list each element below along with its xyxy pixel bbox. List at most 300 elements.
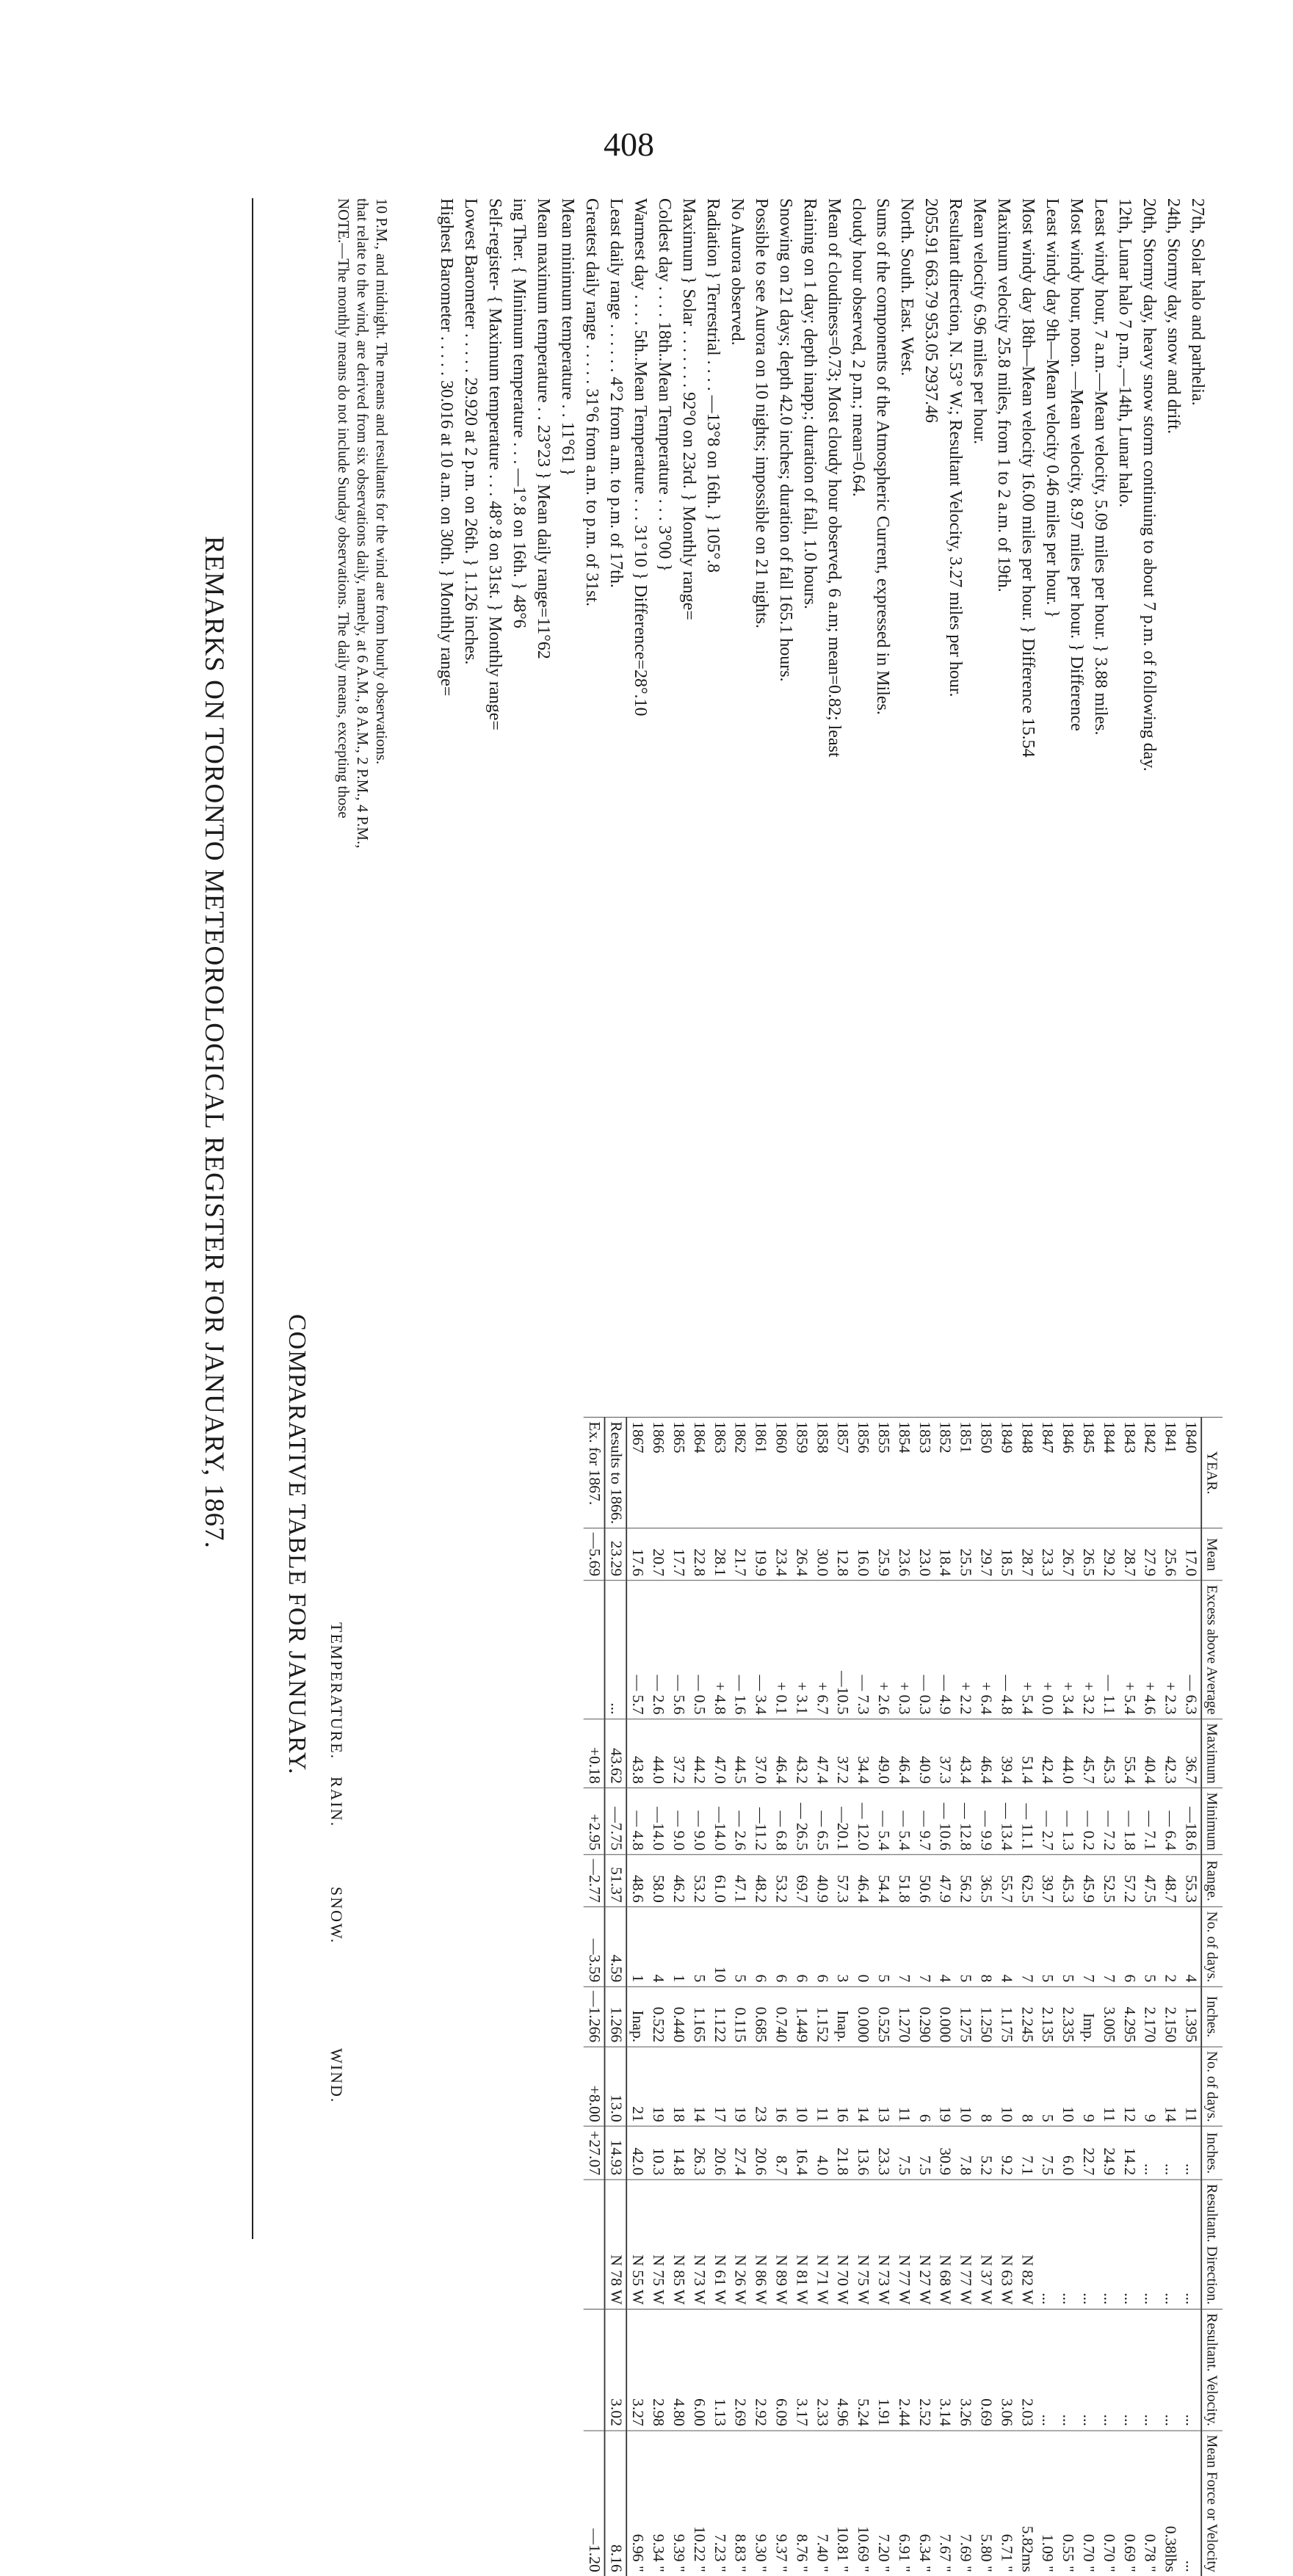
table-cell: N 71 W xyxy=(811,2180,832,2309)
table-cell: 11 xyxy=(811,2047,832,2126)
table-cell: —20.1 xyxy=(832,1788,852,1855)
table-cell: 1848 xyxy=(1016,1417,1037,1528)
table-cell: Results to 1866. xyxy=(605,1417,627,1528)
table-cell: 6.09 xyxy=(770,2309,791,2431)
table-cell: N 26 W xyxy=(730,2180,750,2309)
group-header: RAIN. xyxy=(327,1777,346,1828)
table-cell: 7.69 " xyxy=(955,2431,976,2576)
table-cell: 0.69 xyxy=(975,2309,996,2431)
table-cell: 5 xyxy=(1057,1907,1078,1987)
table-cell: 20.6 xyxy=(709,2127,730,2180)
table-cell: 21.7 xyxy=(730,1528,750,1581)
remark-line: Sums of the components of the Atmospheric Current, expressed in Miles. xyxy=(873,198,892,715)
table-cell: 13 xyxy=(873,2047,894,2126)
table-cell: — 9.7 xyxy=(914,1788,935,1855)
table-cell: —14.0 xyxy=(648,1788,668,1855)
table-cell: 10.81 " xyxy=(832,2431,852,2576)
table-cell: 69.7 xyxy=(791,1855,811,1907)
table-cell xyxy=(584,1581,605,1719)
table-cell: 0 xyxy=(852,1907,873,1987)
table-cell: 6 xyxy=(914,2047,935,2126)
table-cell: + 2.6 xyxy=(873,1581,894,1719)
table-cell: 1865 xyxy=(668,1417,689,1528)
table-cell: 49.0 xyxy=(873,1719,894,1788)
table-cell: — 2.6 xyxy=(648,1581,668,1719)
group-header: SNOW. xyxy=(327,1887,346,1945)
table-cell: 42.3 xyxy=(1160,1719,1181,1788)
table-cell: 8 xyxy=(975,1907,996,1987)
table-cell: 50.6 xyxy=(914,1855,935,1907)
table-cell: 46.4 xyxy=(770,1719,791,1788)
table-cell: 1.13 xyxy=(709,2309,730,2431)
table-cell: 1864 xyxy=(689,1417,709,1528)
table-cell: ... xyxy=(1119,2309,1140,2431)
table-cell: 9.30 " xyxy=(750,2431,771,2576)
table-cell: 0.70 " xyxy=(1098,2431,1119,2576)
table-cell: 19 xyxy=(935,2047,955,2126)
table-cell: 9.34 " xyxy=(648,2431,668,2576)
table-cell: 43.2 xyxy=(791,1719,811,1788)
table-cell: 4.59 xyxy=(605,1907,627,1987)
table-row xyxy=(935,1417,955,2576)
table-cell: 25.9 xyxy=(873,1528,894,1581)
table-cell: 10 xyxy=(955,2047,976,2126)
remark-line: Self-register- { Maximum temperature . . . 48°.8 on 31st. } Monthly range= xyxy=(485,198,504,730)
table-cell: 0.290 xyxy=(914,1987,935,2047)
table-cell: 18.5 xyxy=(996,1528,1016,1581)
table-cell xyxy=(584,2309,605,2431)
table-cell: 26.5 xyxy=(1078,1528,1098,1581)
column-header: Mean Force or Velocity xyxy=(1201,2431,1223,2576)
table-cell: 37.2 xyxy=(668,1719,689,1788)
table-cell: 0.525 xyxy=(873,1987,894,2047)
table-cell: 4.0 xyxy=(811,2127,832,2180)
table-cell: 5 xyxy=(1140,1907,1160,1987)
table-row xyxy=(1140,1417,1160,2576)
table-cell: 34.4 xyxy=(852,1719,873,1788)
table-cell: 3.17 xyxy=(791,2309,811,2431)
remark-line: Least daily range . . . . . . 4°2 from a.m. to p.m. of 17th. xyxy=(606,198,626,588)
table-cell: —18.6 xyxy=(1180,1788,1201,1855)
table-cell: — 4.9 xyxy=(935,1581,955,1719)
table-cell: 7 xyxy=(1098,1907,1119,1987)
column-header: No. of days. xyxy=(1201,2047,1223,2126)
table-cell: 1.122 xyxy=(709,1987,730,2047)
table-cell: 16.0 xyxy=(852,1528,873,1581)
table-cell: 51.37 xyxy=(605,1855,627,1907)
table-cell: 29.7 xyxy=(975,1528,996,1581)
table-cell: 10.22 " xyxy=(689,2431,709,2576)
table-cell: 6 xyxy=(791,1907,811,1987)
table-cell: ... xyxy=(1160,2180,1181,2309)
table-cell: 1845 xyxy=(1078,1417,1098,1528)
table-cell: 0.115 xyxy=(730,1987,750,2047)
table-cell: 7.67 " xyxy=(935,2431,955,2576)
column-header: Resultant. Direction. xyxy=(1201,2180,1223,2309)
table-cell: 2.44 xyxy=(894,2309,914,2431)
table-cell: 14 xyxy=(1160,2047,1181,2126)
table-cell: 17.0 xyxy=(1180,1528,1201,1581)
table-cell: 27.9 xyxy=(1140,1528,1160,1581)
table-cell: + 6.4 xyxy=(975,1581,996,1719)
table-cell: 27.4 xyxy=(730,2127,750,2180)
table-cell: 55.4 xyxy=(1119,1719,1140,1788)
table-cell: 48.6 xyxy=(626,1855,648,1907)
table-cell: 4.80 xyxy=(668,2309,689,2431)
table-row xyxy=(873,1417,894,2576)
remark-line: 27th, Solar halo and parhelia. xyxy=(1188,198,1207,406)
column-header: Resultant. Velocity. xyxy=(1201,2309,1223,2431)
table-cell: 8.76 " xyxy=(791,2431,811,2576)
table-cell: Imp. xyxy=(1078,1987,1098,2047)
table-cell: — 0.2 xyxy=(1078,1788,1098,1855)
table-cell: 14.2 xyxy=(1119,2127,1140,2180)
table-cell: 5 xyxy=(1037,1907,1057,1987)
table-cell: 1841 xyxy=(1160,1417,1181,1528)
table-row xyxy=(894,1417,914,2576)
table-cell: + 3.1 xyxy=(791,1581,811,1719)
table-cell xyxy=(584,2180,605,2309)
table-cell: ... xyxy=(1037,2180,1057,2309)
table-cell: 52.5 xyxy=(1098,1855,1119,1907)
table-cell: N 61 W xyxy=(709,2180,730,2309)
remark-line: 2055.91 663.79 953.05 2937.46 xyxy=(921,198,941,423)
table-cell: 10.3 xyxy=(648,2127,668,2180)
results-row xyxy=(605,1417,627,2576)
table-cell: 6 xyxy=(811,1907,832,1987)
table-cell: 7.20 " xyxy=(873,2431,894,2576)
table-cell: — 5.4 xyxy=(894,1788,914,1855)
table-cell: 14.93 xyxy=(605,2127,627,2180)
table-cell: 26.4 xyxy=(791,1528,811,1581)
table-cell: 6.0 xyxy=(1057,2127,1078,2180)
table-cell: 45.7 xyxy=(1078,1719,1098,1788)
table-cell: 54.4 xyxy=(873,1855,894,1907)
table-cell: 44.5 xyxy=(730,1719,750,1788)
table-cell: + 2.2 xyxy=(955,1581,976,1719)
column-header: Minimum xyxy=(1201,1788,1223,1855)
table-cell: 1842 xyxy=(1140,1417,1160,1528)
table-cell: 1846 xyxy=(1057,1417,1078,1528)
remark-line: Most windy hour, noon. —Mean velocity, 8.97 miles per hour. } Difference xyxy=(1067,198,1086,731)
table-cell: ... xyxy=(1119,2180,1140,2309)
table-cell: N 81 W xyxy=(791,2180,811,2309)
table-cell: 44.0 xyxy=(648,1719,668,1788)
table-cell: 1 xyxy=(668,1907,689,1987)
table-row xyxy=(996,1417,1016,2576)
table-cell: 23.0 xyxy=(914,1528,935,1581)
table-row xyxy=(1037,1417,1057,2576)
table-cell: 2.33 xyxy=(811,2309,832,2431)
note-line: that relate to the wind, are derived from six observations daily, namely, at 6 A.M., 8 A.M., 2 P.M., 4 P.M., xyxy=(354,198,372,849)
table-cell: 8.7 xyxy=(770,2127,791,2180)
table-cell: 57.3 xyxy=(832,1855,852,1907)
table-cell: 2.52 xyxy=(914,2309,935,2431)
table-cell: + 0.3 xyxy=(894,1581,914,1719)
remark-line: 12th, Lunar halo 7 p.m.,—14th, Lunar halo. xyxy=(1115,198,1134,508)
table-cell: 11 xyxy=(894,2047,914,2126)
table-cell: 0.78 " xyxy=(1140,2431,1160,2576)
excess-row xyxy=(584,1417,605,2576)
table-cell: 7 xyxy=(914,1907,935,1987)
table-cell: Inap. xyxy=(832,1987,852,2047)
table-cell: + 0.1 xyxy=(770,1581,791,1719)
page-number: 408 xyxy=(604,126,654,163)
table-cell: 3.27 xyxy=(626,2309,648,2431)
table-cell: 53.2 xyxy=(770,1855,791,1907)
table-cell: 3.005 xyxy=(1098,1987,1119,2047)
table-row xyxy=(626,1417,648,2576)
table-cell: 0.55 " xyxy=(1057,2431,1078,2576)
table-cell: 5.80 " xyxy=(975,2431,996,2576)
table-cell: ... xyxy=(1078,2309,1098,2431)
table-cell: 1.175 xyxy=(996,1987,1016,2047)
table-cell: 7.40 " xyxy=(811,2431,832,2576)
table-cell: +0.18 xyxy=(584,1719,605,1788)
table-cell: 5.2 xyxy=(975,2127,996,2180)
table-cell: +8.00 xyxy=(584,2047,605,2126)
table-cell: 47.5 xyxy=(1140,1855,1160,1907)
table-cell: 45.9 xyxy=(1078,1855,1098,1907)
table-cell: 46.4 xyxy=(852,1855,873,1907)
table-cell: 9 xyxy=(1078,2047,1098,2126)
table-cell: 22.7 xyxy=(1078,2127,1098,2180)
column-header: No. of days. xyxy=(1201,1907,1223,1987)
table-cell: 14 xyxy=(852,2047,873,2126)
table-row xyxy=(770,1417,791,2576)
table-cell: 4 xyxy=(935,1907,955,1987)
table-cell: N 77 W xyxy=(894,2180,914,2309)
table-cell: 1861 xyxy=(750,1417,771,1528)
table-cell: 23.3 xyxy=(873,2127,894,2180)
table-cell: — 5.7 xyxy=(626,1581,648,1719)
table-cell: 7.5 xyxy=(914,2127,935,2180)
table-cell: — 12.0 xyxy=(852,1788,873,1855)
table-cell: + 4.6 xyxy=(1140,1581,1160,1719)
table-cell: 28.7 xyxy=(1119,1528,1140,1581)
table-cell: ... xyxy=(1180,2180,1201,2309)
table-cell: 20.7 xyxy=(648,1528,668,1581)
table-cell: —7.75 xyxy=(605,1788,627,1855)
note-line: 10 P.M., and midnight. The means and resultants for the wind are from hourly observations. xyxy=(373,198,391,765)
table-cell: ... xyxy=(1057,2180,1078,2309)
table-cell: + 5.4 xyxy=(1119,1581,1140,1719)
table-cell: 0.440 xyxy=(668,1987,689,2047)
table-cell: 6.00 xyxy=(689,2309,709,2431)
table-cell: 46.2 xyxy=(668,1855,689,1907)
table-cell: 47.9 xyxy=(935,1855,955,1907)
remark-line: Mean velocity 6.96 miles per hour. xyxy=(970,198,989,445)
table-cell: 6.34 " xyxy=(914,2431,935,2576)
table-cell: — 4.8 xyxy=(626,1788,648,1855)
table-cell: 56.2 xyxy=(955,1855,976,1907)
table-cell: 19 xyxy=(648,2047,668,2126)
table-cell: ... xyxy=(1140,2127,1160,2180)
table-cell: 7.1 xyxy=(1016,2127,1037,2180)
table-cell: 1852 xyxy=(935,1417,955,1528)
table-cell: — 9.0 xyxy=(689,1788,709,1855)
table-cell: 42.4 xyxy=(1037,1719,1057,1788)
table-cell: 1863 xyxy=(709,1417,730,1528)
table-row xyxy=(1078,1417,1098,2576)
table-cell: —14.0 xyxy=(709,1788,730,1855)
table-cell: 1853 xyxy=(914,1417,935,1528)
table-cell: 23.3 xyxy=(1037,1528,1057,1581)
table-cell: 19.9 xyxy=(750,1528,771,1581)
table-cell: 11 xyxy=(1180,2047,1201,2126)
table-cell: N 37 W xyxy=(975,2180,996,2309)
table-cell: — 11.1 xyxy=(1016,1788,1037,1855)
table-cell: 7.5 xyxy=(1037,2127,1057,2180)
table-cell: 10 xyxy=(709,1907,730,1987)
table-cell: 1.250 xyxy=(975,1987,996,2047)
table-cell: 47.0 xyxy=(709,1719,730,1788)
note-line: NOTE.—The monthly means do not include Sunday observations. The daily means, excepting those xyxy=(335,198,352,819)
table-cell: 16 xyxy=(770,2047,791,2126)
remark-line: Mean minimum temperature . . 11°61 } xyxy=(558,198,577,476)
table-cell: 16.4 xyxy=(791,2127,811,2180)
table-cell: — 2.6 xyxy=(730,1788,750,1855)
table-cell: 8.16 xyxy=(605,2431,627,2576)
table-cell: 30.0 xyxy=(811,1528,832,1581)
remark-line: Coldest day . . . . 18th..Mean Temperature . . . 3°00 } xyxy=(655,198,674,572)
title-rule xyxy=(252,198,253,2239)
table-cell: 1.275 xyxy=(955,1987,976,2047)
table-cell: 0.70 " xyxy=(1078,2431,1098,2576)
table-cell: —3.59 xyxy=(584,1907,605,1987)
table-cell: 0.69 " xyxy=(1119,2431,1140,2576)
table-cell: 8 xyxy=(975,2047,996,2126)
table-cell: ... xyxy=(1140,2309,1160,2431)
table-cell: 40.9 xyxy=(811,1855,832,1907)
table-row xyxy=(955,1417,976,2576)
column-header: Inches. xyxy=(1201,2127,1223,2180)
table-cell: 3.06 xyxy=(996,2309,1016,2431)
table-cell: 5.24 xyxy=(852,2309,873,2431)
table-cell: 44.0 xyxy=(1057,1719,1078,1788)
table-cell: — 1.6 xyxy=(730,1581,750,1719)
table-cell: 10 xyxy=(791,2047,811,2126)
table-cell: 1849 xyxy=(996,1417,1016,1528)
table-cell: 42.0 xyxy=(626,2127,648,2180)
table-cell: 7 xyxy=(1016,1907,1037,1987)
table-cell: 1.266 xyxy=(605,1987,627,2047)
table-cell: 1856 xyxy=(852,1417,873,1528)
table-row xyxy=(832,1417,852,2576)
table-cell: 0.740 xyxy=(770,1987,791,2047)
table-cell: + 0.0 xyxy=(1037,1581,1057,1719)
table-cell: 29.2 xyxy=(1098,1528,1119,1581)
table-cell: 53.2 xyxy=(689,1855,709,1907)
table-cell: 1.395 xyxy=(1180,1987,1201,2047)
table-cell: 1.152 xyxy=(811,1987,832,2047)
table-cell: N 55 W xyxy=(626,2180,648,2309)
table-cell: 5 xyxy=(1037,2047,1057,2126)
table-cell: ... xyxy=(1180,2309,1201,2431)
table-cell: — 4.8 xyxy=(996,1581,1016,1719)
table-cell: 23 xyxy=(750,2047,771,2126)
column-header: Inches. xyxy=(1201,1987,1223,2047)
table-cell: 7.23 " xyxy=(709,2431,730,2576)
table-cell: — 9.9 xyxy=(975,1788,996,1855)
table-cell: + 4.8 xyxy=(709,1581,730,1719)
table-cell: ... xyxy=(1160,2127,1181,2180)
table-cell: 3.02 xyxy=(605,2309,627,2431)
table-cell: 26.3 xyxy=(689,2127,709,2180)
table-cell: 1.165 xyxy=(689,1987,709,2047)
table-cell: — 10.6 xyxy=(935,1788,955,1855)
table-row xyxy=(811,1417,832,2576)
table-cell: 1840 xyxy=(1180,1417,1201,1528)
table-cell: — 7.1 xyxy=(1140,1788,1160,1855)
remark-line: Mean of cloudiness=0.73; Most cloudy hour observed, 6 a.m; mean=0.82; least xyxy=(825,198,844,758)
table-cell: 57.2 xyxy=(1119,1855,1140,1907)
table-cell: 2.135 xyxy=(1037,1987,1057,2047)
table-cell: 18.4 xyxy=(935,1528,955,1581)
table-cell: 0.685 xyxy=(750,1987,771,2047)
table-row xyxy=(1016,1417,1037,2576)
table-cell: 39.7 xyxy=(1037,1855,1057,1907)
remark-line: Warmest day . . . . 5th..Mean Temperature . . . 31°10 } Difference=28°.10 xyxy=(631,198,650,716)
table-cell: — 3.4 xyxy=(750,1581,771,1719)
table-cell: ... xyxy=(605,1581,627,1719)
table-title: COMPARATIVE TABLE FOR JANUARY. xyxy=(283,1314,311,1775)
table-cell: +2.95 xyxy=(584,1788,605,1855)
table-cell: N 27 W xyxy=(914,2180,935,2309)
table-cell: 61.0 xyxy=(709,1855,730,1907)
table-cell: — 0.3 xyxy=(914,1581,935,1719)
table-cell: —1.20 xyxy=(584,2431,605,2576)
table-row xyxy=(852,1417,873,2576)
table-cell: 51.8 xyxy=(894,1855,914,1907)
table-cell: 62.5 xyxy=(1016,1855,1037,1907)
table-cell: 37.0 xyxy=(750,1719,771,1788)
table-cell: 7 xyxy=(1078,1907,1098,1987)
table-cell: 2.03 xyxy=(1016,2309,1037,2431)
table-cell: 1843 xyxy=(1119,1417,1140,1528)
table-cell: 6.96 " xyxy=(626,2431,648,2576)
table-cell: 16 xyxy=(832,2047,852,2126)
table-row xyxy=(709,1417,730,2576)
table-cell: 40.9 xyxy=(914,1719,935,1788)
rotated-page-content xyxy=(162,169,1234,2572)
table-row xyxy=(1160,1417,1181,2576)
table-cell: + 3.2 xyxy=(1078,1581,1098,1719)
table-cell: 6 xyxy=(750,1907,771,1987)
table-cell: 10 xyxy=(1057,2047,1078,2126)
table-cell: ... xyxy=(1160,2309,1181,2431)
table-cell: 0.000 xyxy=(852,1987,873,2047)
table-cell: 47.4 xyxy=(811,1719,832,1788)
table-cell: 0.000 xyxy=(935,1987,955,2047)
table-cell: 5 xyxy=(955,1907,976,1987)
table-row xyxy=(1180,1417,1201,2576)
table-cell: 24.9 xyxy=(1098,2127,1119,2180)
table-cell: — 1.3 xyxy=(1057,1788,1078,1855)
table-cell: 36.7 xyxy=(1180,1719,1201,1788)
table-cell: 3.26 xyxy=(955,2309,976,2431)
table-cell: 43.4 xyxy=(955,1719,976,1788)
table-cell: N 63 W xyxy=(996,2180,1016,2309)
table-cell: 25.6 xyxy=(1160,1528,1181,1581)
remark-line: Resultant direction, N. 53° W.; Resultant Velocity, 3.27 miles per hour. xyxy=(946,198,965,697)
table-cell: 1.91 xyxy=(873,2309,894,2431)
table-cell: —5.69 xyxy=(584,1528,605,1581)
table-cell: 23.4 xyxy=(770,1528,791,1581)
table-cell: 36.5 xyxy=(975,1855,996,1907)
table-cell: 0.38lbs xyxy=(1160,2431,1181,2576)
table-cell: ... xyxy=(1057,2309,1078,2431)
